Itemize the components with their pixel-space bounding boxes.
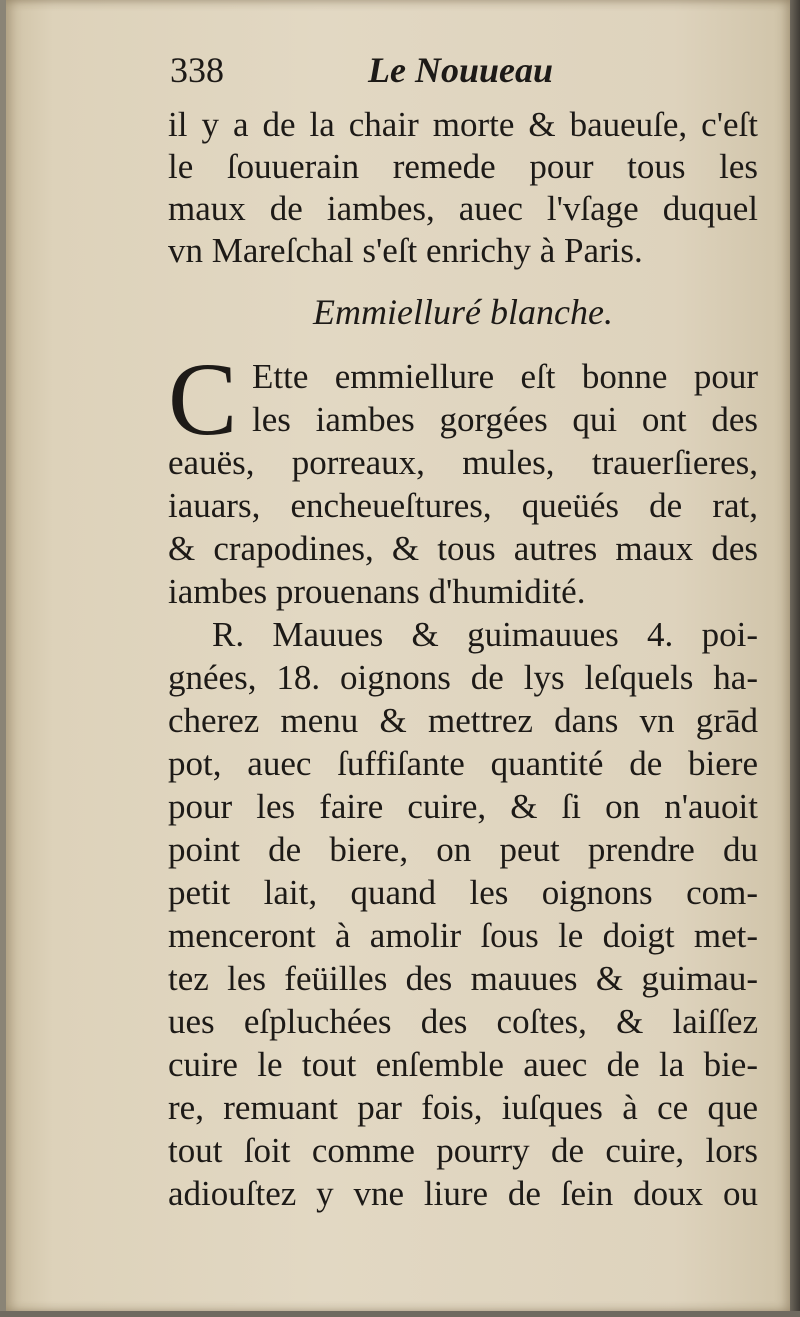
text-line: pour les faire cuire, & ſi on n'auoit <box>168 787 758 826</box>
text-line: ues eſpluchées des coſtes, & laiſſez <box>168 1002 758 1041</box>
page-bottom-edge <box>0 1311 800 1317</box>
text-line: menceront à amolir ſous le doigt met- <box>168 916 758 955</box>
running-head <box>170 48 590 92</box>
text-line: tout ſoit comme pourry de cuire, lors <box>168 1131 758 1170</box>
page-number: 338 <box>170 50 224 90</box>
text-line: eauës, porreaux, mules, trauerſieres, <box>168 443 758 482</box>
text-line: il y a de la chair morte & baueuſe, c'eſt <box>168 105 758 144</box>
text-line: cherez menu & mettrez dans vn grād <box>168 701 758 740</box>
text-line: gnées, 18. oignons de lys leſquels ha- <box>168 658 758 697</box>
book-spine-edge <box>790 0 800 1317</box>
text-line: iambes prouenans d'humidité. <box>168 572 586 611</box>
text-line: Ette emmiellure eſt bonne pour <box>252 357 758 396</box>
text-line: pot, auec ſuffiſante quantité de biere <box>168 744 758 783</box>
text-line: tez les feüilles des mauues & guimau- <box>168 959 758 998</box>
text-line: cuire le tout enſemble auec de la bie- <box>168 1045 758 1084</box>
running-title: Le Nouueau <box>368 50 554 90</box>
text-line: les iambes gorgées qui ont des <box>252 400 758 439</box>
text-line: & crapodines, & tous autres maux des <box>168 529 758 568</box>
section-title: Emmielluré blanche. <box>313 292 613 332</box>
text-line: adiouſtez y vne liure de ſein doux ou <box>168 1174 758 1213</box>
text-line: vn Mareſchal s'eſt enrichy à Paris. <box>168 231 643 270</box>
text-line: petit lait, quand les oignons com- <box>168 873 758 912</box>
text-line: re, remuant par fois, iuſques à ce que <box>168 1088 758 1127</box>
text-line: iauars, encheueſtures, queüés de rat, <box>168 486 758 525</box>
text-line: maux de iambes, auec l'vſage duquel <box>168 189 758 228</box>
drop-cap: C <box>168 342 238 457</box>
text-line: le ſouuerain remede pour tous les <box>168 147 758 186</box>
text-line: R. Mauues & guimauues 4. poi- <box>212 615 758 654</box>
text-line: point de biere, on peut prendre du <box>168 830 758 869</box>
